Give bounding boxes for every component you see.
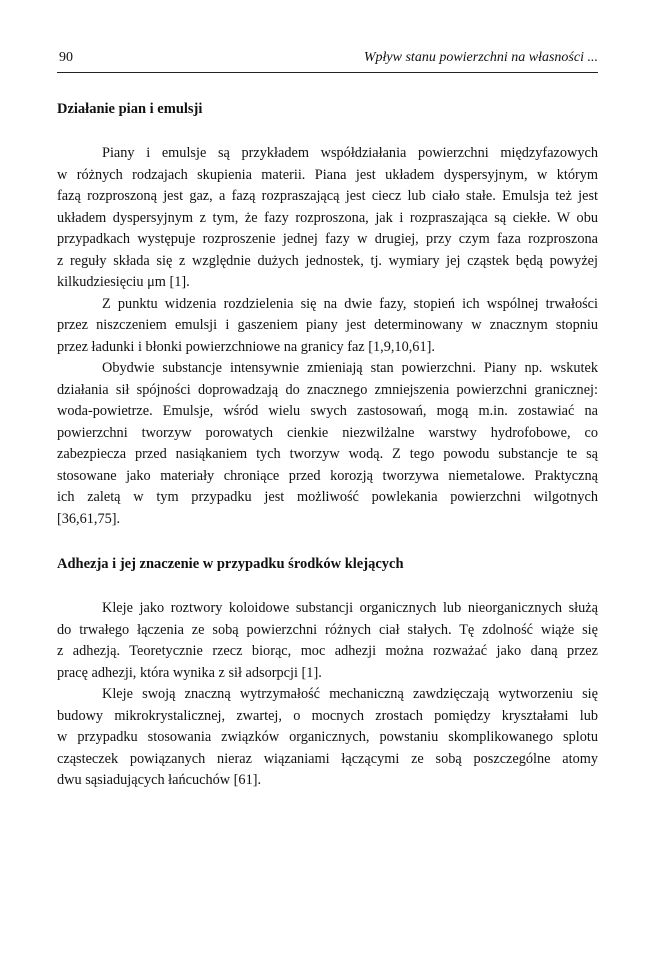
text-line: przez niszczeniem emulsji i gaszeniem piany jest determinowany w znacznym stopniu (57, 317, 598, 333)
text-line: z adhezją. Teoretycznie rzecz biorąc, moc adhezji można rozważać jako daną przez (57, 643, 598, 659)
text-line: budowy mikrokrystalicznej, zwartej, o mocnych zrostach pomiędzy kryształami lub (57, 707, 598, 724)
paragraph (57, 598, 598, 684)
text-line: Kleje jako roztwory koloidowe substancji organicznych lub nieorganicznych służą (102, 600, 598, 616)
text-line: powierzchni tworzyw porowatych cienkie niezwilżalne warstwy hydrofobowe, co (57, 424, 598, 441)
header-rule (57, 72, 598, 73)
paragraph (57, 358, 598, 530)
paragraph (57, 684, 598, 792)
running-title: Wpływ stanu powierzchni na własności ... (363, 50, 598, 65)
text-line: zabezpiecza przed nasiąkaniem tych tworzyw wodą. Z tego powodu substancje te są (57, 446, 598, 462)
text-line: działania sił spójności doprowadzają do znacznego zmniejszenia powierzchni granicznej: (57, 381, 598, 398)
text-line: w przypadku stosowania związków organicznych, powstaniu skomplikowanego splotu (57, 729, 598, 745)
text-line: z reguły składa się z względnie dużych jednostek, tj. wymiary jej cząstek będą powyżej (57, 252, 598, 269)
text-line: układem dyspersyjnym z tym, że fazy rozproszona, jak i rozpraszająca są ciekłe. W obu (57, 209, 598, 226)
paragraph (57, 143, 598, 294)
page-number: 90 (59, 50, 73, 65)
section-body (57, 598, 598, 792)
text-line: Kleje swoją znaczną wytrzymałość mechaniczną zawdzięczają wytworzeniu się (102, 686, 598, 702)
text-line: do trwałego łączenia ze sobą powierzchni różnych ciał stałych. Tę zdolność wiąże się (57, 621, 598, 638)
text-line: fazą rozproszoną jest gaz, a fazą rozpraszającą jest ciecz lub ciało stałe. Emulsja też jest (57, 188, 598, 204)
text-line: woda-powietrze. Emulsje, wśród wielu swych zastosowań, mogą m.in. zostawiać na (57, 403, 598, 419)
section-heading: Działanie pian i emulsji (57, 101, 203, 117)
text-line: ich zaletą w tym przypadku jest możliwość powlekania powierzchni wilgotnych (57, 489, 598, 505)
text-line: [36,61,75]. (57, 510, 121, 527)
paragraph (57, 294, 598, 359)
section-body (57, 143, 598, 530)
text-line: dwu sąsiadujących łańcuchów [61]. (57, 772, 262, 788)
section-heading: Adhezja i jej znaczenie w przypadku środków klejących (57, 556, 404, 572)
text-line: kilkudziesięciu μm [1]. (57, 274, 190, 290)
text-line: Obydwie substancje intensywnie zmieniają stan powierzchni. Piany np. wskutek (102, 360, 598, 376)
text-line: w różnych rodzajach skupienia materii. Piana jest układem dyspersyjnym, w którym (57, 166, 598, 183)
text-line: cząsteczek powiązanych nieraz wiązaniami łączącymi ze sobą poszczególne atomy (57, 750, 598, 767)
text-line: przez ładunki i błonki powierzchniowe na granicy faz [1,9,10,61]. (57, 338, 435, 355)
text-line: pracę adhezji, która wynika z sił adsorpcji [1]. (57, 664, 322, 681)
text-line: stosowane jako materiały chroniące przed korozją tworzywa niemetalowe. Praktyczną (57, 467, 598, 484)
running-header (57, 50, 598, 70)
text-line: przypadkach występuje rozproszenie jednej fazy w drugiej, przy czym faza rozproszona (57, 231, 598, 247)
text-line: Z punktu widzenia rozdzielenia się na dwie fazy, stopień ich wspólnej trwałości (102, 295, 598, 312)
text-line: Piany i emulsje są przykładem współdziałania powierzchni międzyfazowych (102, 145, 598, 161)
